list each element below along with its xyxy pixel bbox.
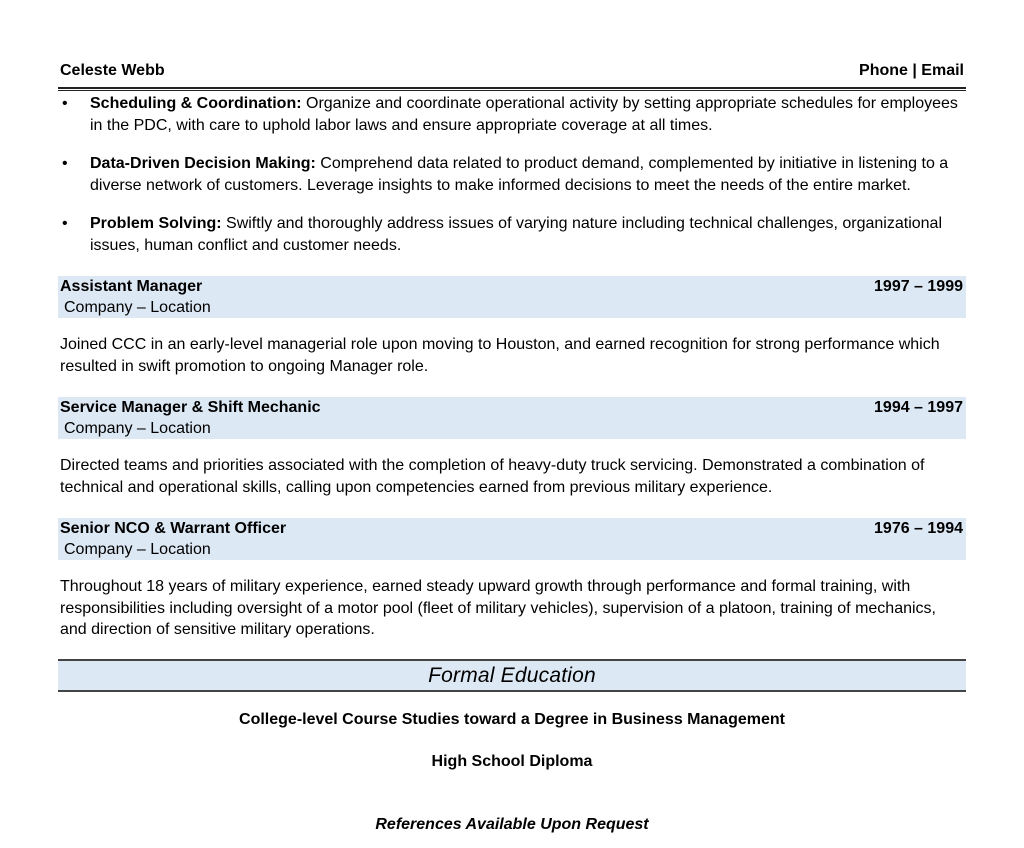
bullet-item [60, 213, 964, 256]
job-company: Company – Location [64, 541, 211, 558]
education-item: High School Diploma [431, 753, 593, 770]
job-description: Joined CCC in an early-level managerial role upon moving to Houston, and earned recognition for strong performance which resulted in swift promotion to ongoing Manager role. [60, 336, 940, 375]
education-item: College-level Course Studies toward a Degree in Business Management [239, 711, 785, 728]
job-dates: 1997 – 1999 [874, 278, 963, 295]
job-title: Service Manager & Shift Mechanic [60, 399, 321, 416]
job-title: Assistant Manager [60, 278, 203, 295]
job-description: Directed teams and priorities associated with the completion of heavy-duty truck servicing. Demonstrated a combination of technical and operational skills, calling upon competencies earned from previous military experience. [60, 457, 925, 496]
bullet-text: Comprehend data related to product demand, complemented by initiative in listening to a diverse network of customers. Leverage insights to make informed decisions to meet the needs of the entire market. [90, 155, 949, 194]
section-title: Formal Education [428, 664, 596, 687]
job-header-assistant-manager [58, 276, 966, 318]
bullet-icon: • [62, 155, 68, 172]
job-dates: 1976 – 1994 [874, 520, 963, 537]
bullet-label: Data-Driven Decision Making: [90, 155, 316, 172]
job-description: Throughout 18 years of military experience, earned steady upward growth through performance and formal training, with responsibilities including oversight of a motor pool (fleet of military vehicles), supervision of a platoon, training of mechanics, and direction of sensitive military operations. [60, 578, 936, 638]
job-dates: 1994 – 1997 [874, 399, 963, 416]
page-header [60, 62, 964, 82]
job-header-service-manager [58, 397, 966, 439]
bullet-text: Swiftly and thoroughly address issues of varying nature including technical challenges, organizational issues, human conflict and customer needs. [90, 215, 942, 254]
job-header-senior-nco [58, 518, 966, 560]
bullet-text: Organize and coordinate operational activity by setting appropriate schedules for employees in the PDC, with care to uphold labor laws and ensure appropriate coverage at all times. [90, 95, 958, 134]
skills-bullet-list [60, 93, 964, 273]
bullet-icon: • [62, 215, 68, 232]
job-title: Senior NCO & Warrant Officer [60, 520, 287, 537]
education-section-heading [58, 659, 966, 692]
candidate-name: Celeste Webb [60, 62, 165, 79]
header-rule [58, 87, 966, 91]
bullet-label: Scheduling & Coordination: [90, 95, 302, 112]
job-company: Company – Location [64, 299, 211, 316]
bullet-icon: • [62, 95, 68, 112]
bullet-item [60, 93, 964, 136]
bullet-label: Problem Solving: [90, 215, 222, 232]
job-company: Company – Location [64, 420, 211, 437]
bullet-item [60, 153, 964, 196]
contact-info: Phone | Email [859, 62, 964, 79]
references-note: References Available Upon Request [375, 816, 649, 833]
